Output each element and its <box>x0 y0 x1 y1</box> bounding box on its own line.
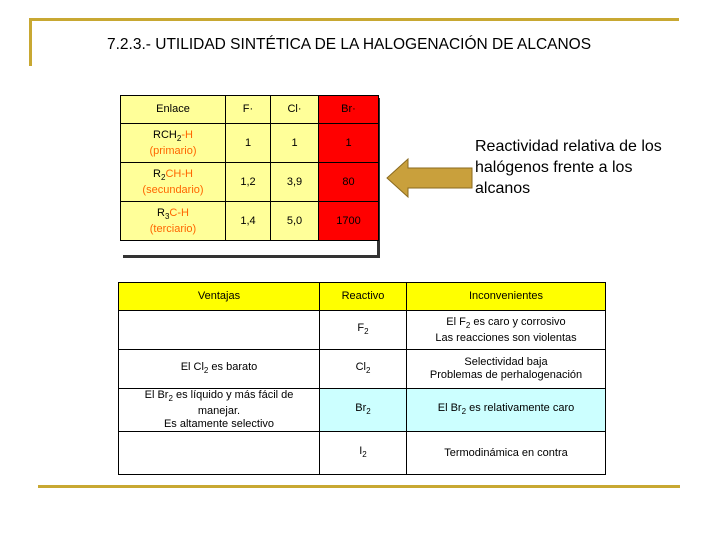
disadvantage-cell: El $Br_2$ es relativamente caro <box>407 389 606 432</box>
bond-formula: $R_3C-H$ <box>157 206 189 221</box>
header-enlace: Enlace <box>121 96 226 124</box>
table-shadow-bottom <box>123 255 380 258</box>
advantage-cell <box>119 432 320 475</box>
reactivity-note: Reactividad relativa de los halógenos frente a los alcanos <box>475 138 662 197</box>
advantage-line: Es altamente selectivo <box>163 418 275 430</box>
header-reactivo: Reactivo <box>320 283 407 311</box>
advantage-line: manejar. <box>197 405 241 417</box>
bond-type: (terciario) <box>149 222 197 235</box>
bond-type: (secundario) <box>142 183 204 196</box>
table-row <box>119 389 606 432</box>
left-arrow-icon <box>386 157 474 199</box>
table-row <box>119 432 606 475</box>
bond-cell <box>121 163 226 202</box>
value-br: 1700 <box>319 202 379 241</box>
reagent-cell: $Cl_2$ <box>320 350 407 389</box>
slide-title: 7.2.3.- UTILIDAD SINTÉTICA DE LA HALOGENACIÓN DE ALCANOS <box>107 36 592 53</box>
disadvantage-line: Las reacciones son violentas <box>435 331 577 344</box>
value-cl: 3,9 <box>271 163 319 202</box>
header-inconvenientes: Inconvenientes <box>407 283 606 311</box>
value-f: 1,2 <box>226 163 271 202</box>
bond-formula: $R_2CH-H$ <box>153 167 193 182</box>
bond-cell <box>121 202 226 241</box>
accent-bar-left <box>29 18 32 66</box>
bond-formula: $RCH_2-H$ <box>153 128 193 143</box>
disadvantage-line: El $F_2$ es caro y corrosivo <box>446 315 566 330</box>
header-br: Br· <box>319 96 379 124</box>
table-row <box>121 202 379 241</box>
reactivity-header-row <box>121 96 379 124</box>
disadvantage-line: Problemas de perhalogenación <box>429 369 583 381</box>
reagent-cell: $Br_2$ <box>320 389 407 432</box>
reagent-cell: $F_2$ <box>320 311 407 350</box>
value-cl: 1 <box>271 124 319 163</box>
header-ventajas: Ventajas <box>119 283 320 311</box>
advantage-cell <box>119 311 320 350</box>
disadvantage-cell <box>407 311 606 350</box>
header-cl: Cl· <box>271 96 319 124</box>
disadvantage-cell <box>407 350 606 389</box>
accent-bar-bottom <box>38 485 680 488</box>
value-f: 1,4 <box>226 202 271 241</box>
accent-bar-top <box>29 18 679 21</box>
table-row <box>119 311 606 350</box>
header-f: F· <box>226 96 271 124</box>
value-cl: 5,0 <box>271 202 319 241</box>
table-row <box>121 163 379 202</box>
table-row <box>121 124 379 163</box>
value-br: 1 <box>319 124 379 163</box>
advantage-line: El $Br_2$ es líquido y más fácil de <box>144 389 294 403</box>
value-f: 1 <box>226 124 271 163</box>
halogen-table <box>118 282 606 475</box>
value-br: 80 <box>319 163 379 202</box>
disadvantage-line: Selectividad baja <box>464 356 548 368</box>
disadvantage-cell: Termodinámica en contra <box>407 432 606 475</box>
bond-cell <box>121 124 226 163</box>
advantage-cell: El $Cl_2$ es barato <box>119 350 320 389</box>
bond-type: (primario) <box>149 144 197 157</box>
advantage-cell <box>119 389 320 432</box>
table-row <box>119 350 606 389</box>
reagent-cell: $I_2$ <box>320 432 407 475</box>
reactivity-table <box>120 95 379 241</box>
halogen-header-row <box>119 283 606 311</box>
